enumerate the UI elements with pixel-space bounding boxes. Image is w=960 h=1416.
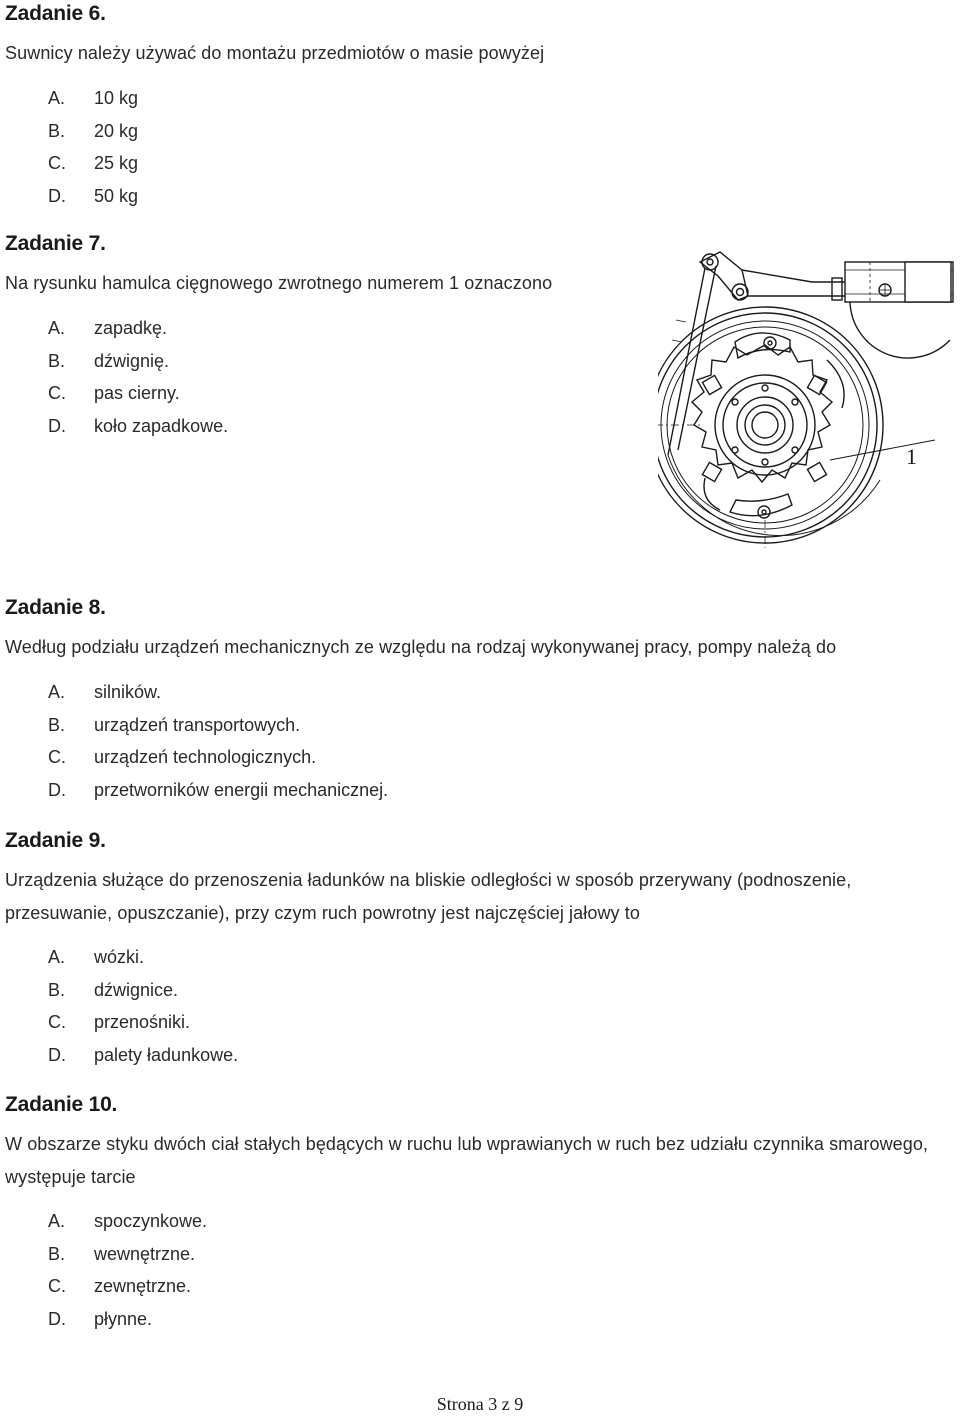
task-10-option-b: B. wewnętrzne. bbox=[48, 1243, 196, 1264]
task-7-options bbox=[48, 312, 228, 442]
task-9-option-a: A. wózki. bbox=[48, 947, 145, 967]
task-7-option-b: B. dźwignię. bbox=[48, 350, 170, 371]
task-6-title: Zadanie 6. bbox=[5, 2, 106, 25]
task-10-option-a: A. spoczynkowe. bbox=[48, 1211, 208, 1231]
task-8-options bbox=[48, 676, 388, 806]
task-9-question: Urządzenia służące do przenoszenia ładunków na bliskie odległości w sposób przerywany (podnoszenie, przesuwanie, opuszczanie), przy czym ruch powrotny jest najczęściej jałowy to bbox=[5, 870, 852, 923]
task-10-option-d: D. płynne. bbox=[48, 1308, 153, 1329]
task-10-option-c: C. zewnętrzne. bbox=[48, 1276, 192, 1296]
task-9-title: Zadanie 9. bbox=[5, 829, 106, 852]
task-6-option-c: C. 25 kg bbox=[48, 153, 139, 173]
task-6-question: Suwnicy należy używać do montażu przedmiotów o masie powyżej bbox=[5, 43, 545, 63]
task-8-option-b: B. urządzeń transportowych. bbox=[48, 714, 301, 735]
task-9-option-d: D. palety ładunkowe. bbox=[48, 1044, 239, 1065]
figure-label-1: 1 bbox=[906, 444, 917, 469]
task-7-option-d: D. koło zapadkowe. bbox=[48, 415, 229, 436]
task-6-option-b: B. 20 kg bbox=[48, 120, 139, 141]
task-10-options bbox=[48, 1205, 207, 1335]
task-8-option-a: A. silników. bbox=[48, 682, 162, 702]
task-9-options bbox=[48, 941, 238, 1071]
task-7-title: Zadanie 7. bbox=[5, 232, 106, 255]
task-6-option-a: A. 10 kg bbox=[48, 88, 139, 108]
task-9-option-c: C. przenośniki. bbox=[48, 1012, 191, 1032]
task-8-question: Według podziału urządzeń mechanicznych ze względu na rodzaj wykonywanej pracy, pompy należą do bbox=[5, 637, 837, 657]
band-brake-drawing bbox=[658, 246, 960, 552]
task-7-question: Na rysunku hamulca cięgnowego zwrotnego numerem 1 oznaczono bbox=[5, 273, 553, 293]
task-9-option-b: B. dźwignice. bbox=[48, 979, 179, 1000]
task-8-option-c: C. urządzeń technologicznych. bbox=[48, 747, 317, 767]
task-10-title: Zadanie 10. bbox=[5, 1093, 118, 1116]
task-6-option-d: D. 50 kg bbox=[48, 185, 139, 206]
task-8-title: Zadanie 8. bbox=[5, 596, 106, 619]
task-7-option-a: A. zapadkę. bbox=[48, 318, 168, 338]
task-8-option-d: D. przetworników energii mechanicznej. bbox=[48, 779, 389, 800]
task-7-option-c: C. pas cierny. bbox=[48, 383, 180, 403]
task-10-question: W obszarze styku dwóch ciał stałych będących w ruchu lub wprawianych w ruch bez udziału czynnika smarowego, występuje tarcie bbox=[5, 1134, 929, 1187]
page-footer: Strona 3 z 9 bbox=[436, 1394, 524, 1414]
task-6-options bbox=[48, 82, 138, 212]
